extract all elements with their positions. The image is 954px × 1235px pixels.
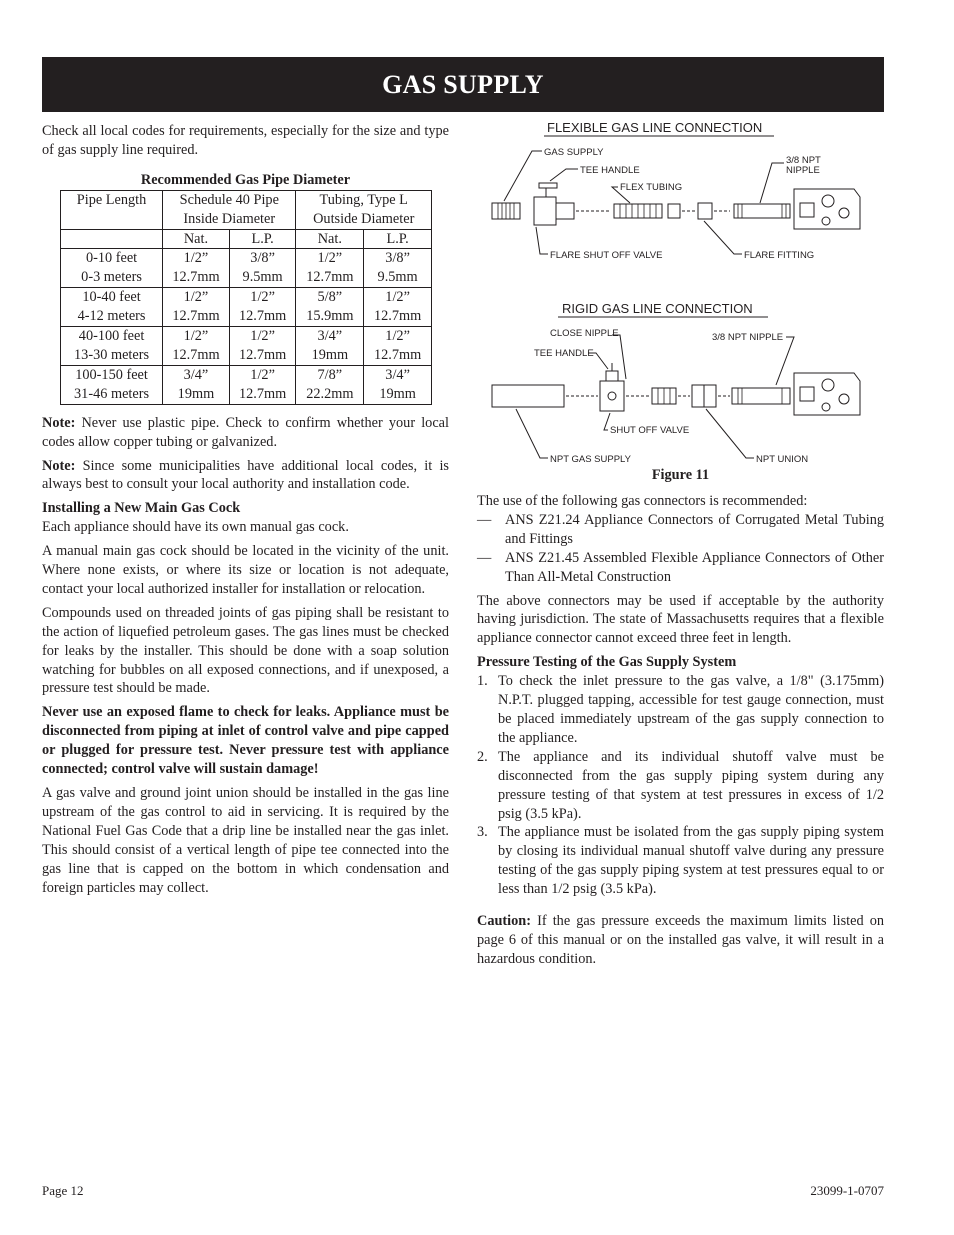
table-header-row (61, 190, 432, 229)
label-flare-shut-off: FLARE SHUT OFF VALVE (550, 250, 663, 261)
connectors-intro: The use of the following gas connectors is recommended: (477, 493, 808, 509)
label-npt-union: NPT UNION (756, 454, 809, 465)
table-cell: 3/8” 9.5mm (229, 249, 296, 288)
rigid-title: RIGID GAS LINE CONNECTION (562, 301, 753, 316)
label-flare-fitting: FLARE FITTING (744, 250, 815, 261)
label-tee-handle: TEE HANDLE (580, 165, 640, 176)
list-item: 3. The appliance must be isolated from the gas supply piping system by closing its individual manual shutoff valve during any pressure testing of the gas supply piping system at test pressures equal to or less than 1/2 psig (3.5 kPa). (477, 824, 884, 898)
table-cell: 1/2” 12.7mm (364, 327, 432, 366)
label-npt-nipple-rigid: 3/8 NPT NIPPLE (712, 332, 784, 343)
table-cell: 1/2” 12.7mm (229, 365, 296, 404)
right-column (477, 492, 884, 974)
doc-number: 23099-1-0707 (810, 1183, 884, 1198)
table-row (61, 327, 432, 366)
connector-item: ANS Z21.45 Assembled Flexible Appliance Connectors of Other Than All-Metal Construction (505, 549, 884, 585)
authority-paragraph: The above connectors may be used if acceptable by the authority having jurisdiction. The state of Massachusetts requires that a flexible appliance connector cannot exceed three feet in length. (477, 592, 884, 647)
caution-paragraph: Caution: If the gas pressure exceeds the maximum limits listed on page 6 of this manual or on the installed gas valve, it will result in a hazardous condition. (477, 913, 884, 967)
table-cell: 1/2” 12.7mm (163, 288, 230, 327)
pipe-diameter-table (60, 190, 432, 405)
table-cell: Nat. (296, 229, 364, 249)
header-tubing: Tubing, Type L Outside Diameter (296, 190, 432, 229)
pressure-steps (477, 672, 884, 899)
table-cell: 100-150 feet 31-46 meters (61, 365, 163, 404)
pressure-heading: Pressure Testing of the Gas Supply System (477, 654, 737, 671)
gas-valve-paragraph: A gas valve and ground joint union should be installed in the gas line upstream of the gas control to aid in servicing. It is required by the National Fuel Gas Code that a drip line be installed near the gas inlet. This should consist of a vertical length of pipe tee connected into the gas line that is capped on the bottom in which condensation and foreign particles may collect. (42, 785, 449, 896)
table-cell: 3/4” 19mm (364, 365, 432, 404)
figure-caption: Figure 11 (651, 467, 710, 483)
table-subheader-row (61, 229, 432, 249)
label-npt-nipple-1: 3/8 NPT (786, 155, 821, 166)
table-cell (61, 229, 163, 249)
table-cell: 7/8” 22.2mm (296, 365, 364, 404)
table-cell: 1/2” 12.7mm (296, 249, 364, 288)
label-tee-handle-rigid: TEE HANDLE (534, 348, 594, 359)
header-schedule-40: Schedule 40 Pipe Inside Diameter (163, 190, 296, 229)
label-shut-off: SHUT OFF VALVE (610, 425, 690, 436)
label-gas-supply: GAS SUPPLY (544, 147, 604, 158)
label-flex-tubing: FLEX TUBING (620, 182, 683, 193)
table-cell: 1/2” 12.7mm (229, 327, 296, 366)
label-npt-gas-supply: NPT GAS SUPPLY (550, 454, 631, 465)
title-banner (42, 57, 884, 112)
list-item (477, 511, 884, 549)
list-item: 2. The appliance and its individual shutoff valve must be disconnected from the gas supply piping system during any pressure testing of that system at test pressures in excess of 1/2 psig (3.5 kPa). (477, 748, 884, 822)
table-cell: L.P. (364, 229, 432, 249)
label-close-nipple: CLOSE NIPPLE (550, 328, 619, 339)
note-local-codes: Note: Since some municipalities have additional local codes, it is always best to consult your local authority and installation code. (42, 457, 449, 493)
table-cell: 3/4” 19mm (296, 327, 364, 366)
manual-gas-cock-paragraph: A manual main gas cock should be located in the vicinity of the unit. Where none exists, or where its size or location is not adequate, contact your local authorized installer for installation or relocation. (42, 543, 449, 597)
compounds-paragraph: Compounds used on threaded joints of gas piping shall be resistant to the action of liquefied petroleum gases. The gas lines must be checked for leaks by the installer. This should be done with a soap solution watching for bubbles on all exposed connections, and if unexposed, a pressure test should be made. (42, 604, 449, 697)
table-cell: Nat. (163, 229, 230, 249)
gas-cock-heading: Installing a New Main Gas Cock (42, 500, 241, 517)
left-column (42, 122, 449, 902)
gas-connection-diagram (486, 117, 886, 472)
list-item (477, 549, 884, 587)
table-cell: 1/2” 12.7mm (163, 249, 230, 288)
table-cell: 5/8” 15.9mm (296, 288, 364, 327)
page-title: GAS SUPPLY (382, 70, 544, 99)
table-cell: 40-100 feet 13-30 meters (61, 327, 163, 366)
table-row (61, 365, 432, 404)
table-cell: 0-10 feet 0-3 meters (61, 249, 163, 288)
connector-item: ANS Z21.24 Appliance Connectors of Corrugated Metal Tubing and Fittings (505, 511, 884, 547)
page-number: Page 12 (42, 1183, 84, 1198)
note-plastic-pipe: Note: Never use plastic pipe. Check to confirm whether your local codes allow copper tubing or galvanized. (42, 414, 449, 450)
dash-marker: — (477, 549, 492, 566)
table-cell: 10-40 feet 4-12 meters (61, 288, 163, 327)
leak-warning: Never use an exposed flame to check for leaks. Appliance must be disconnected from piping at inlet of control valve and pipe capped or plugged for pressure test. Never pressure test with appliance connected; control valve will sustain damage! (42, 704, 449, 778)
flex-title: FLEXIBLE GAS LINE CONNECTION (547, 120, 763, 135)
gas-cock-text: Each appliance should have its own manual gas cock. (42, 519, 349, 536)
table-cell: 3/4” 19mm (163, 365, 230, 404)
label-npt-nipple-2: NIPPLE (786, 165, 820, 176)
table-row (61, 288, 432, 327)
header-pipe-length: Pipe Length (61, 190, 163, 229)
table-cell: 3/8” 9.5mm (364, 249, 432, 288)
table-cell: 1/2” 12.7mm (229, 288, 296, 327)
dash-marker: — (477, 511, 492, 528)
table-cell: 1/2” 12.7mm (364, 288, 432, 327)
table-row (61, 249, 432, 288)
list-item: 1. To check the inlet pressure to the gas valve, a 1/8" (3.175mm) N.P.T. plugged tapping, accessible for test gauge connection, must be placed immediately upstream of the gas supply connection to the appliance. (477, 673, 884, 746)
table-caption: Recommended Gas Pipe Diameter (140, 171, 351, 188)
table-cell: L.P. (229, 229, 296, 249)
intro-paragraph: Check all local codes for requirements, especially for the size and type of gas supply line required. (42, 123, 449, 158)
table-cell: 1/2” 12.7mm (163, 327, 230, 366)
